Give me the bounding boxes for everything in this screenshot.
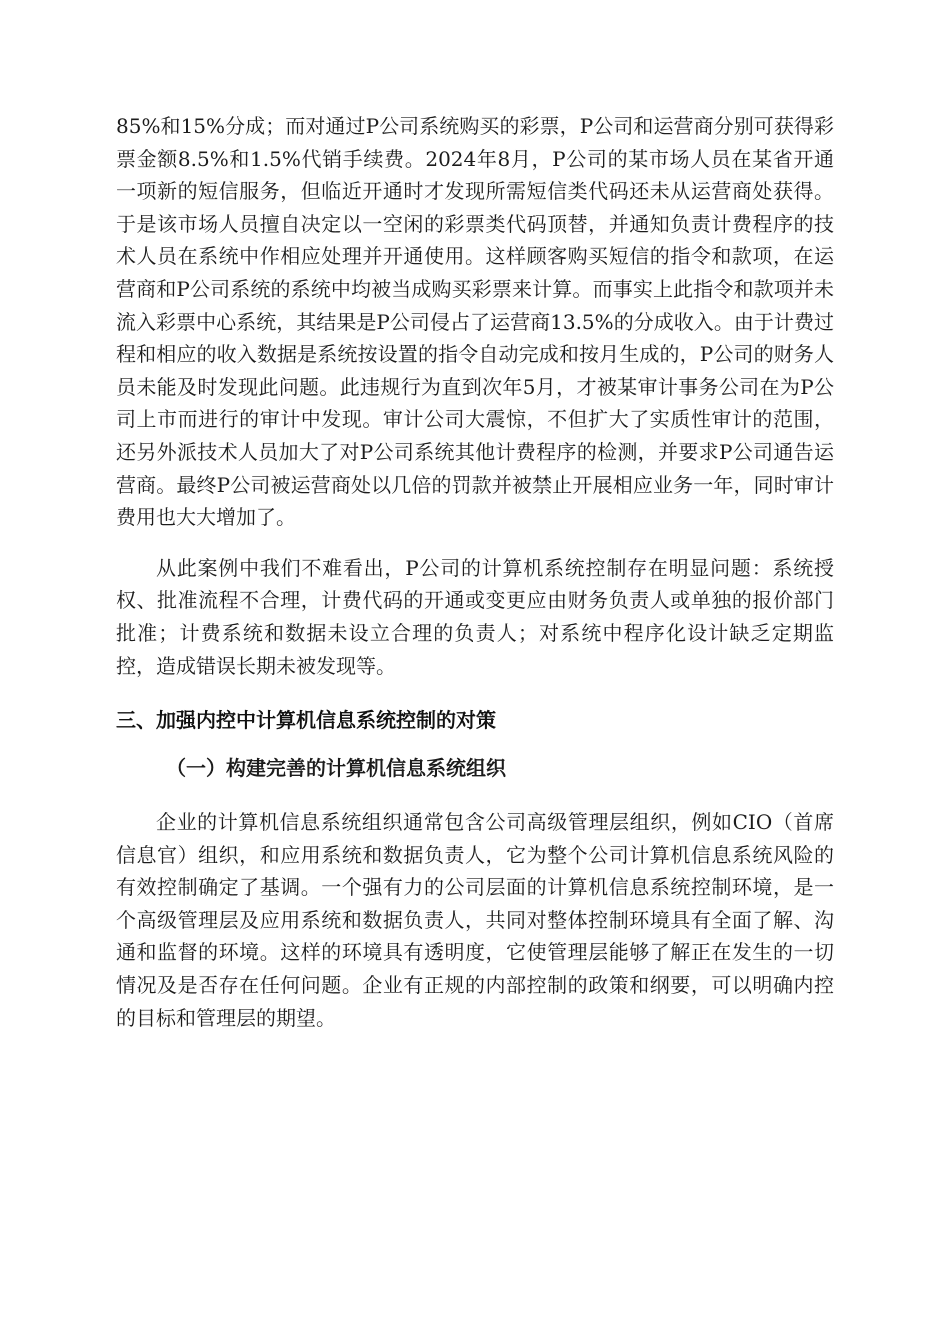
document-body [116,110,834,1034]
section-heading: 三、加强内控中计算机信息系统控制的对策 [116,708,496,733]
body-paragraph-case-description: 85%和15%分成；而对通过P公司系统购买的彩票，P公司和运营商分别可获得彩票金额8.5%和1.5%代销手续费。2024年8月，P公司的某市场人员在某省开通一项新的短信服务，但临近开通时才发现所需短信类代码还未从运营商处获得。于是该市场人员擅自决定以一空闲的彩票类代码顶替，并通知负责计费程序的技术人员在系统中作相应处理并开通使用。这样顾客购买短信的指令和款项，在运营商和P公司系统的系统中均被当成购买彩票来计算。而事实上此指令和款项并未流入彩票中心系统，其结果是P公司侵占了运营商13.5%的分成收入。由于计费过程和相应的收入数据是系统按设置的指令自动完成和按月生成的，P公司的财务人员未能及时发现此问题。此违规行为直到次年5月，才被某审计事务公司在为P公司上市而进行的审计中发现。审计公司大震惊，不但扩大了实质性审计的范围，还另外派技术人员加大了对P公司系统其他计费程序的检测，并要求P公司通告运营商。最终P公司被运营商处以几倍的罚款并被禁止开展相应业务一年，同时审计费用也大大增加了。 [116,114,834,530]
body-paragraph-it-organization: 企业的计算机信息系统组织通常包含公司高级管理层组织，例如CIO（首席信息官）组织，和应用系统和数据负责人，它为整个公司计算机信息系统风险的有效控制确定了基调。一个强有力的公司层面的计算机信息系统控制环境，是一个高级管理层及应用系统和数据负责人，共同对整体控制环境具有全面了解、沟通和监督的环境。这样的环境具有透明度，它使管理层能够了解正在发生的一切情况及是否存在任何问题。企业有正规的内部控制的政策和纲要，可以明确内控的目标和管理层的期望。 [116,810,834,1030]
body-paragraph-case-analysis: 从此案例中我们不难看出，P公司的计算机系统控制存在明显问题：系统授权、批准流程不合理，计费代码的开通或变更应由财务负责人或单独的报价部门批准；计费系统和数据未设立合理的负责人；对系统中程序化设计缺乏定期监控，造成错误长期未被发现等。 [116,555,834,678]
subsection-heading: （一）构建完善的计算机信息系统组织 [166,756,506,781]
